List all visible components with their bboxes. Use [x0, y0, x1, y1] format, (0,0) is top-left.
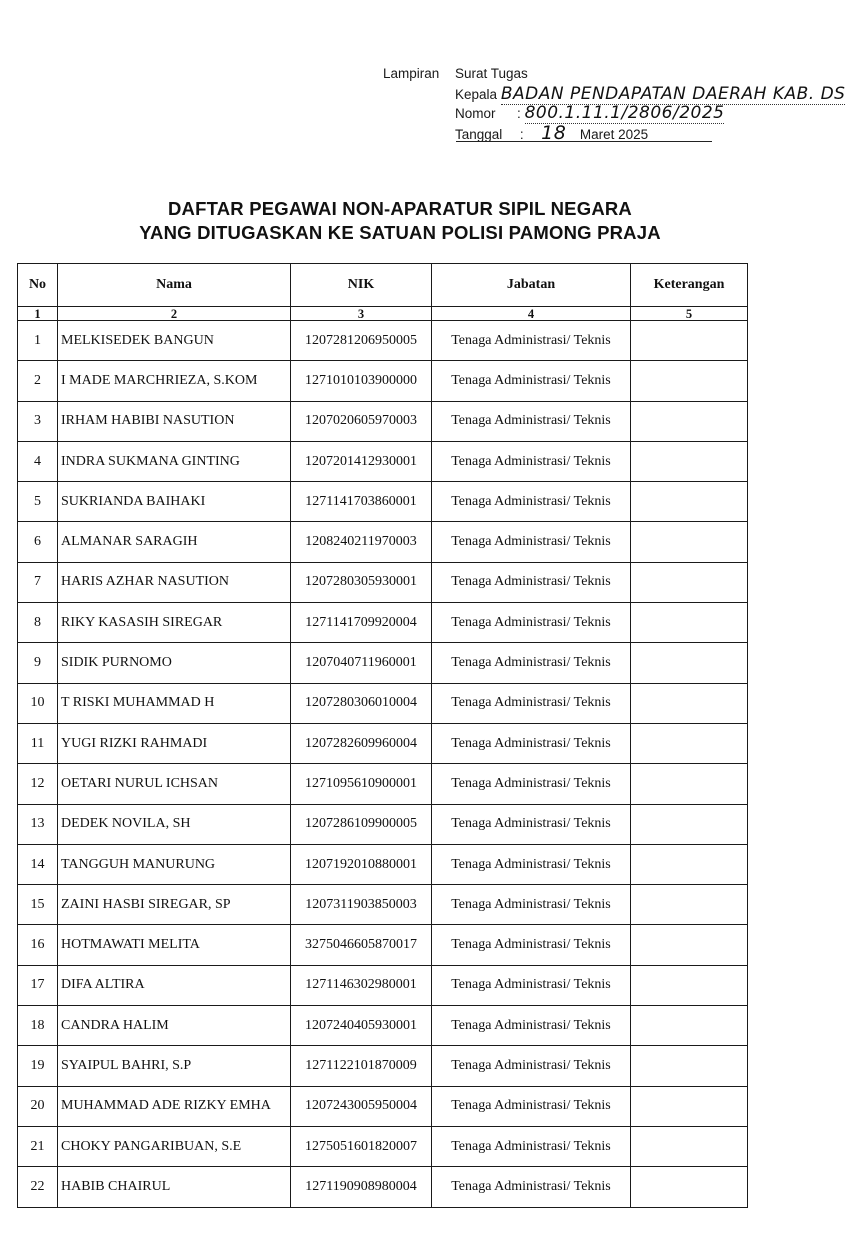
- row-nik: 1207286109900005: [291, 804, 432, 844]
- row-keterangan: [631, 441, 748, 481]
- column-number: 2: [58, 307, 291, 321]
- row-jabatan: Tenaga Administrasi/ Teknis: [432, 562, 631, 602]
- row-number: 17: [18, 965, 58, 1005]
- row-number: 21: [18, 1126, 58, 1166]
- row-nik: 1271095610900001: [291, 764, 432, 804]
- row-nik: 1271010103900000: [291, 361, 432, 401]
- row-nama: I MADE MARCHRIEZA, S.KOM: [58, 361, 291, 401]
- table-row: [18, 764, 748, 804]
- row-nama: ZAINI HASBI SIREGAR, SP: [58, 885, 291, 925]
- table-row: [18, 925, 748, 965]
- row-keterangan: [631, 1006, 748, 1046]
- row-nik: 1207281206950005: [291, 321, 432, 361]
- table-body: [18, 321, 748, 1208]
- row-number: 1: [18, 321, 58, 361]
- column-number: 1: [18, 307, 58, 321]
- row-number: 4: [18, 441, 58, 481]
- row-number: 3: [18, 401, 58, 441]
- row-nama: DEDEK NOVILA, SH: [58, 804, 291, 844]
- surat-tugas-label: Surat Tugas: [455, 66, 528, 81]
- row-keterangan: [631, 1086, 748, 1126]
- row-nama: T RISKI MUHAMMAD H: [58, 683, 291, 723]
- row-nama: OETARI NURUL ICHSAN: [58, 764, 291, 804]
- row-keterangan: [631, 723, 748, 763]
- row-keterangan: [631, 361, 748, 401]
- row-jabatan: Tenaga Administrasi/ Teknis: [432, 1006, 631, 1046]
- table-row: [18, 965, 748, 1005]
- table-row: [18, 562, 748, 602]
- row-jabatan: Tenaga Administrasi/ Teknis: [432, 925, 631, 965]
- row-keterangan: [631, 643, 748, 683]
- row-nik: 1207280305930001: [291, 562, 432, 602]
- row-jabatan: Tenaga Administrasi/ Teknis: [432, 441, 631, 481]
- row-nama: HARIS AZHAR NASUTION: [58, 562, 291, 602]
- row-number: 10: [18, 683, 58, 723]
- table-row: [18, 1046, 748, 1086]
- tanggal-month-year: Maret 2025: [579, 127, 649, 142]
- row-jabatan: Tenaga Administrasi/ Teknis: [432, 683, 631, 723]
- row-keterangan: [631, 562, 748, 602]
- table-row: [18, 844, 748, 884]
- header-underline: [456, 141, 712, 142]
- table-row: [18, 885, 748, 925]
- row-nama: SUKRIANDA BAIHAKI: [58, 482, 291, 522]
- employee-table: [17, 263, 748, 1208]
- table-row: [18, 441, 748, 481]
- row-keterangan: [631, 925, 748, 965]
- row-keterangan: [631, 401, 748, 441]
- table-row: [18, 643, 748, 683]
- row-keterangan: [631, 321, 748, 361]
- row-nik: 1207020605970003: [291, 401, 432, 441]
- row-keterangan: [631, 683, 748, 723]
- table-row: [18, 1126, 748, 1166]
- table-row: [18, 401, 748, 441]
- row-number: 19: [18, 1046, 58, 1086]
- table-row: [18, 1167, 748, 1207]
- row-nama: INDRA SUKMANA GINTING: [58, 441, 291, 481]
- lampiran-label: Lampiran: [383, 66, 440, 81]
- row-jabatan: Tenaga Administrasi/ Teknis: [432, 804, 631, 844]
- row-jabatan: Tenaga Administrasi/ Teknis: [432, 965, 631, 1005]
- table-row: [18, 321, 748, 361]
- row-nik: 1271190908980004: [291, 1167, 432, 1207]
- row-keterangan: [631, 603, 748, 643]
- row-nama: MUHAMMAD ADE RIZKY EMHA: [58, 1086, 291, 1126]
- row-jabatan: Tenaga Administrasi/ Teknis: [432, 1167, 631, 1207]
- title-line-1: DAFTAR PEGAWAI NON-APARATUR SIPIL NEGARA: [168, 198, 632, 219]
- table-header-row: [18, 264, 748, 307]
- row-nama: TANGGUH MANURUNG: [58, 844, 291, 884]
- row-nama: HOTMAWATI MELITA: [58, 925, 291, 965]
- row-nik: 1271146302980001: [291, 965, 432, 1005]
- tanggal-colon: :: [519, 127, 524, 142]
- row-jabatan: Tenaga Administrasi/ Teknis: [432, 361, 631, 401]
- header-no: No: [18, 264, 58, 307]
- header-jabatan: Jabatan: [432, 264, 631, 307]
- nomor-row: [455, 103, 724, 123]
- row-number: 9: [18, 643, 58, 683]
- row-jabatan: Tenaga Administrasi/ Teknis: [432, 401, 631, 441]
- nomor-colon: :: [517, 106, 521, 121]
- column-number-row: [18, 307, 748, 321]
- nomor-label: Nomor: [455, 106, 496, 121]
- row-nik: 1207240405930001: [291, 1006, 432, 1046]
- row-nik: 1207243005950004: [291, 1086, 432, 1126]
- row-keterangan: [631, 1126, 748, 1166]
- row-nama: DIFA ALTIRA: [58, 965, 291, 1005]
- nomor-handwritten-value: 800.1.11.1/2806/2025: [524, 103, 725, 123]
- row-nik: 1271122101870009: [291, 1046, 432, 1086]
- row-number: 15: [18, 885, 58, 925]
- row-jabatan: Tenaga Administrasi/ Teknis: [432, 723, 631, 763]
- kepala-handwritten-value: BADAN PENDAPATAN DAERAH KAB. DS: [500, 84, 845, 104]
- row-nik: 1207201412930001: [291, 441, 432, 481]
- row-keterangan: [631, 764, 748, 804]
- row-jabatan: Tenaga Administrasi/ Teknis: [432, 1126, 631, 1166]
- row-nama: RIKY KASASIH SIREGAR: [58, 603, 291, 643]
- tanggal-label: Tanggal: [455, 127, 503, 142]
- row-jabatan: Tenaga Administrasi/ Teknis: [432, 603, 631, 643]
- table-row: [18, 1086, 748, 1126]
- table-row: [18, 1006, 748, 1046]
- row-nama: SYAIPUL BAHRI, S.P: [58, 1046, 291, 1086]
- row-nama: HABIB CHAIRUL: [58, 1167, 291, 1207]
- table-row: [18, 361, 748, 401]
- table-row: [18, 603, 748, 643]
- row-number: 22: [18, 1167, 58, 1207]
- row-nik: 1207192010880001: [291, 844, 432, 884]
- row-jabatan: Tenaga Administrasi/ Teknis: [432, 844, 631, 884]
- header-keterangan: Keterangan: [631, 264, 748, 307]
- row-number: 14: [18, 844, 58, 884]
- row-nama: ALMANAR SARAGIH: [58, 522, 291, 562]
- table-row: [18, 804, 748, 844]
- row-number: 7: [18, 562, 58, 602]
- row-jabatan: Tenaga Administrasi/ Teknis: [432, 764, 631, 804]
- row-jabatan: Tenaga Administrasi/ Teknis: [432, 321, 631, 361]
- row-nik: 1271141709920004: [291, 603, 432, 643]
- row-jabatan: Tenaga Administrasi/ Teknis: [432, 522, 631, 562]
- row-number: 6: [18, 522, 58, 562]
- row-keterangan: [631, 1046, 748, 1086]
- row-number: 13: [18, 804, 58, 844]
- table-row: [18, 482, 748, 522]
- row-keterangan: [631, 1167, 748, 1207]
- row-nik: 1271141703860001: [291, 482, 432, 522]
- row-keterangan: [631, 522, 748, 562]
- table-row: [18, 522, 748, 562]
- row-jabatan: Tenaga Administrasi/ Teknis: [432, 1086, 631, 1126]
- row-keterangan: [631, 804, 748, 844]
- row-number: 18: [18, 1006, 58, 1046]
- title-line-2: YANG DITUGASKAN KE SATUAN POLISI PAMONG PRAJA: [139, 222, 661, 243]
- row-nik: 1207280306010004: [291, 683, 432, 723]
- row-nik: 1207040711960001: [291, 643, 432, 683]
- row-jabatan: Tenaga Administrasi/ Teknis: [432, 643, 631, 683]
- row-jabatan: Tenaga Administrasi/ Teknis: [432, 1046, 631, 1086]
- row-nama: YUGI RIZKI RAHMADI: [58, 723, 291, 763]
- row-nama: CANDRA HALIM: [58, 1006, 291, 1046]
- row-keterangan: [631, 482, 748, 522]
- row-number: 8: [18, 603, 58, 643]
- header-nik: NIK: [291, 264, 432, 307]
- row-nik: 1208240211970003: [291, 522, 432, 562]
- row-nama: IRHAM HABIBI NASUTION: [58, 401, 291, 441]
- column-number: 5: [631, 307, 748, 321]
- column-number: 4: [432, 307, 631, 321]
- row-number: 20: [18, 1086, 58, 1126]
- column-number: 3: [291, 307, 432, 321]
- row-jabatan: Tenaga Administrasi/ Teknis: [432, 885, 631, 925]
- table-row: [18, 723, 748, 763]
- kepala-row: [455, 84, 845, 104]
- row-nama: MELKISEDEK BANGUN: [58, 321, 291, 361]
- row-nik: 1207282609960004: [291, 723, 432, 763]
- header-nama: Nama: [58, 264, 291, 307]
- row-number: 16: [18, 925, 58, 965]
- row-keterangan: [631, 844, 748, 884]
- row-number: 2: [18, 361, 58, 401]
- table-row: [18, 683, 748, 723]
- row-keterangan: [631, 885, 748, 925]
- row-nik: 1207311903850003: [291, 885, 432, 925]
- row-nik: 3275046605870017: [291, 925, 432, 965]
- row-number: 5: [18, 482, 58, 522]
- kepala-label: Kepala: [455, 87, 498, 102]
- row-jabatan: Tenaga Administrasi/ Teknis: [432, 482, 631, 522]
- tanggal-handwritten-day: 18: [541, 122, 567, 144]
- row-nama: SIDIK PURNOMO: [58, 643, 291, 683]
- row-number: 12: [18, 764, 58, 804]
- row-nik: 1275051601820007: [291, 1126, 432, 1166]
- row-keterangan: [631, 965, 748, 1005]
- row-number: 11: [18, 723, 58, 763]
- row-nama: CHOKY PANGARIBUAN, S.E: [58, 1126, 291, 1166]
